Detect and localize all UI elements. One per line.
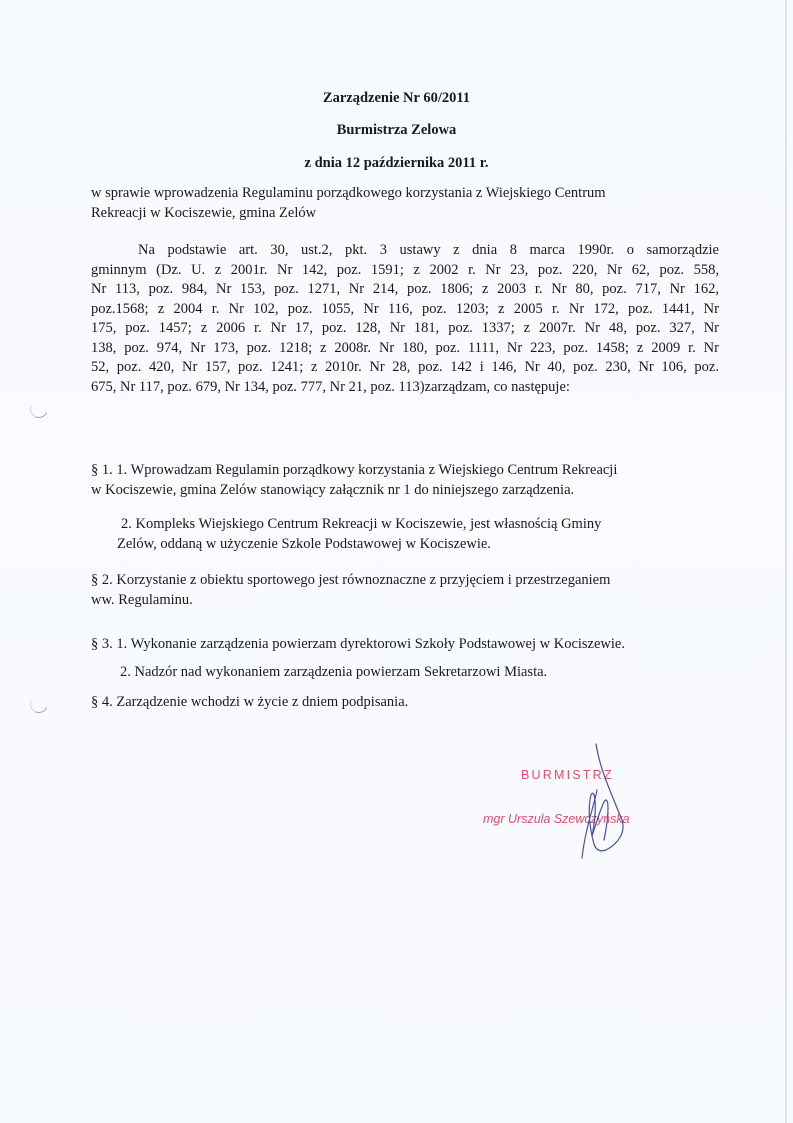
legal-basis-line: 175, poz. 1457; z 2006 r. Nr 17, poz. 128, Nr 181, poz. 1337; z 2007r. Nr 48, poz. 327, Nr: [91, 320, 719, 336]
paragraph-1-1: [91, 461, 617, 500]
legal-basis-line: poz.1568; z 2004 r. Nr 102, poz. 1055, Nr 116, poz. 1203; z 2005 r. Nr 172, poz. 1441, Nr: [91, 300, 719, 317]
paragraph-line: § 2. Korzystanie z obiektu sportowego jest równoznaczne z przyjęciem i przestrzeganiem: [91, 572, 611, 588]
signature-stroke: [582, 744, 623, 858]
paragraph-4: § 4. Zarządzenie wchodzi w życie z dniem podpisania.: [91, 694, 409, 710]
handwritten-signature: [560, 740, 680, 860]
paragraph-line: ww. Regulaminu.: [91, 591, 193, 608]
paragraph-line: 2. Kompleks Wiejskiego Centrum Rekreacji w Kociszewie, jest własnością Gminy: [121, 516, 602, 532]
legal-basis-line: 675, Nr 117, poz. 679, Nr 134, poz. 777, Nr 21, poz. 113)zarządzam, co następuje:: [91, 378, 570, 395]
document-title: Zarządzenie Nr 60/2011: [322, 90, 471, 106]
stamp-name: mgr Urszula Szewczyńska: [483, 812, 630, 826]
legal-basis-line: Nr 113, poz. 984, Nr 153, poz. 1271, Nr 214, poz. 1806; z 2003 r. Nr 80, poz. 717, Nr 162,: [91, 281, 719, 297]
legal-basis-line: 138, poz. 974, Nr 173, poz. 1218; z 2008r. Nr 180, poz. 1111, Nr 223, poz. 1458; z 2009 r. Nr: [91, 339, 719, 356]
paragraph-line: § 1. 1. Wprowadzam Regulamin porządkowy korzystania z Wiejskiego Centrum Rekreacji: [91, 462, 618, 478]
subject-line: Rekreacji w Kociszewie, gmina Zelów: [91, 204, 317, 221]
legal-basis-line: Na podstawie art. 30, ust.2, pkt. 3 ustawy z dnia 8 marca 1990r. o samorządzie: [138, 242, 719, 258]
paragraph-line: w Kociszewie, gmina Zelów stanowiący załącznik nr 1 do niniejszego zarządzenia.: [91, 481, 575, 498]
stamp-title: BURMISTRZ: [521, 768, 614, 782]
document-date: z dnia 12 października 2011 r.: [304, 155, 489, 171]
paragraph-1-2: [117, 515, 601, 554]
paragraph-3-1: § 3. 1. Wykonanie zarządzenia powierzam dyrektorowi Szkoły Podstawowej w Kociszewie.: [91, 636, 625, 652]
subject-paragraph: [91, 184, 606, 223]
legal-basis-line: 52, poz. 420, Nr 157, poz. 1241; z 2010r. Nr 28, poz. 142 i 146, Nr 40, poz. 230, Nr 106, poz.: [91, 359, 719, 375]
paragraph-2: [91, 571, 610, 610]
punch-hole-mark: [27, 692, 50, 715]
legal-basis-line: gminnym (Dz. U. z 2001r. Nr 142, poz. 1591; z 2002 r. Nr 23, poz. 220, Nr 62, poz. 558,: [91, 261, 719, 278]
document-issuer: Burmistrza Zelowa: [336, 122, 457, 138]
legal-basis-paragraph: [91, 241, 719, 397]
punch-hole-mark: [27, 397, 50, 420]
paragraph-3-2: 2. Nadzór nad wykonaniem zarządzenia powierzam Sekretarzowi Miasta.: [120, 664, 548, 680]
paragraph-line: Zelów, oddaną w użyczenie Szkole Podstawowej w Kociszewie.: [117, 535, 491, 552]
subject-line: w sprawie wprowadzenia Regulaminu porządkowego korzystania z Wiejskiego Centrum: [91, 185, 606, 201]
